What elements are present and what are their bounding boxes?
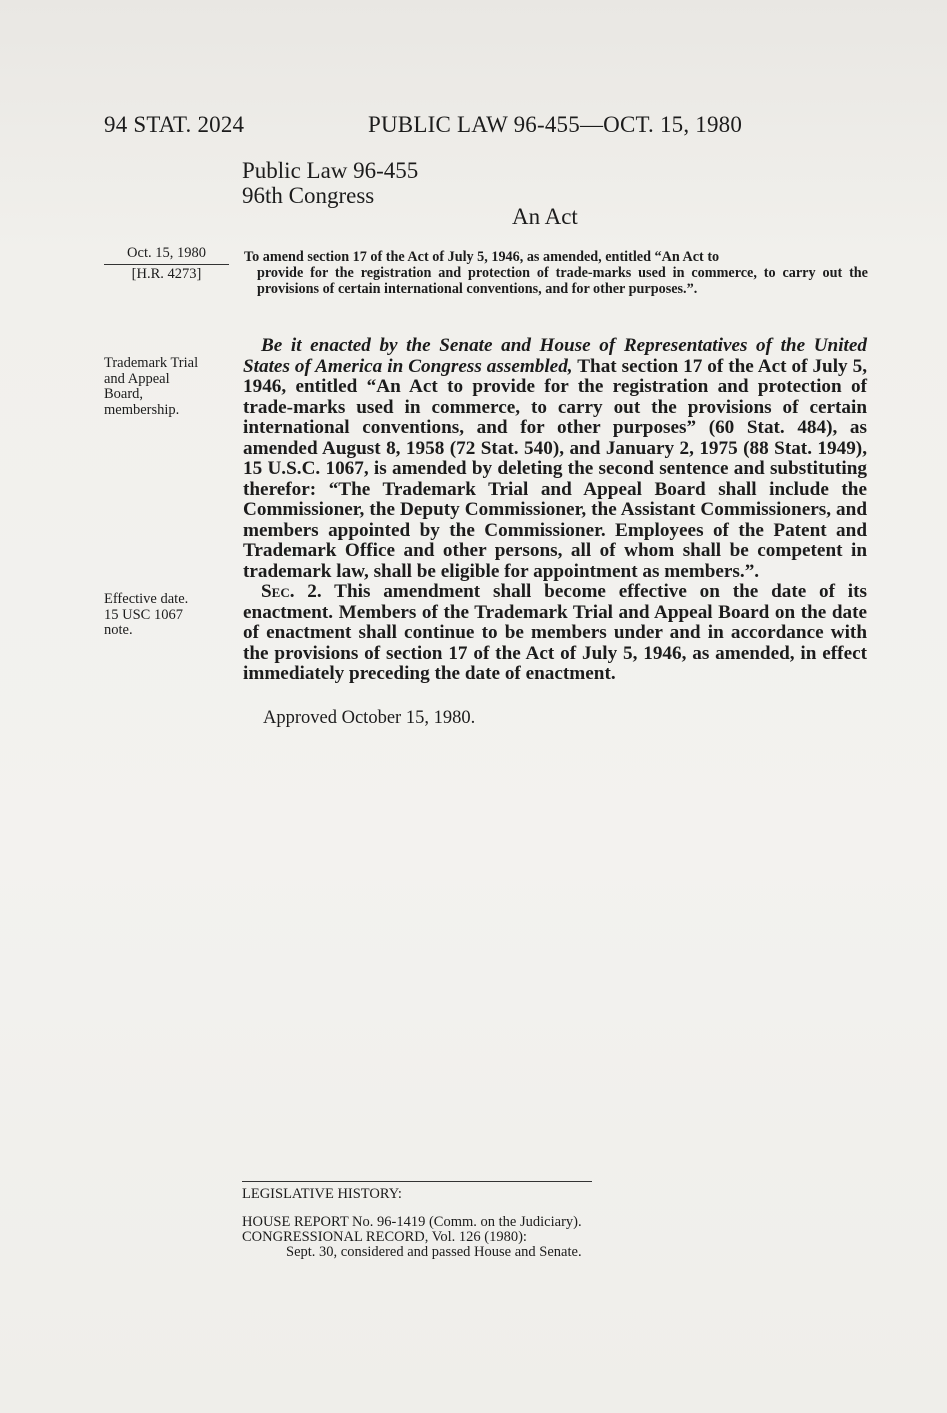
act-body [243,336,867,685]
section-1-text: That section 17 of the Act of July 5, 1946, entitled “An Act to provide for the registration and protection of trade-marks used in commerce, to carry out the provisions of certain international conventions, and for other purposes” (60 Stat. 484), as amended August 8, 1958 (72 Stat. 540), and January 2, 1975 (88 Stat. 1949), 15 U.S.C. 1067, is amended by deleting the second sentence and substituting therefor: “The Trademark Trial and Appeal Board shall include the Commissioner, the Deputy Commissioner, the Assistant Commissioners, and members appointed by the Commissioner. Employees of the Patent and Trademark Office and other persons, all of whom shall be competent in trademark law, shall be eligible for appointment as members.”. [243,355,867,582]
margin-note-line: 15 USC 1067 [104,606,183,623]
section-2-label: Sec. 2. [261,581,322,602]
margin-bill-number: [H.R. 4273] [131,266,202,282]
purpose-continuation: provide for the registration and protection of trade-marks used in commerce, to carry out the provisions of certain international conventions, and for other purposes.”. [257,265,868,297]
margin-note-line: Board, [104,386,144,402]
congressional-record: CONGRESSIONAL RECORD, Vol. 126 (1980): [242,1229,527,1245]
margin-note-effective-date [104,592,234,639]
margin-note-line: and Appeal [104,370,170,387]
legislative-history-title: LEGISLATIVE HISTORY: [242,1186,402,1202]
enacting-clause: Be it enacted by the Senate and House of Representatives of the United States of America in Congress assembled, [243,335,867,377]
section-2-text: This amendment shall become effective on the date of its enactment. Members of the Trademark Trial and Appeal Board on the date of enactment shall continue to be members under and in accordance with the provisions of section 17 of the Act of July 5, 1946, as amended, in effect immediately preceding the date of enactment. [243,581,867,684]
stat-citation: 94 STAT. 2024 [104,112,245,137]
act-label: An Act [512,204,578,229]
margin-note-line: Trademark Trial [104,355,199,371]
margin-date: Oct. 15, 1980 [104,245,229,265]
purpose-line-1: To amend section 17 of the Act of July 5, 1946, as amended, entitled “An Act to [244,249,720,265]
legislative-action: Sept. 30, considered and passed House and Senate. [286,1244,582,1260]
margin-note-trademark [104,356,234,418]
house-report: HOUSE REPORT No. 96-1419 (Comm. on the Judiciary). [242,1214,582,1230]
margin-note-line: Effective date. [104,591,189,607]
section-2-paragraph [243,582,867,685]
running-title: PUBLIC LAW 96-455—OCT. 15, 1980 [368,112,743,137]
margin-note-line: note. [104,622,133,638]
congress: 96th Congress [242,183,375,208]
margin-note-line: membership. [104,401,180,418]
section-1-paragraph [243,336,867,582]
act-purpose [244,249,868,297]
law-number: Public Law 96-455 [242,158,419,183]
divider [242,1181,592,1182]
approval-date: Approved October 15, 1980. [263,708,476,728]
